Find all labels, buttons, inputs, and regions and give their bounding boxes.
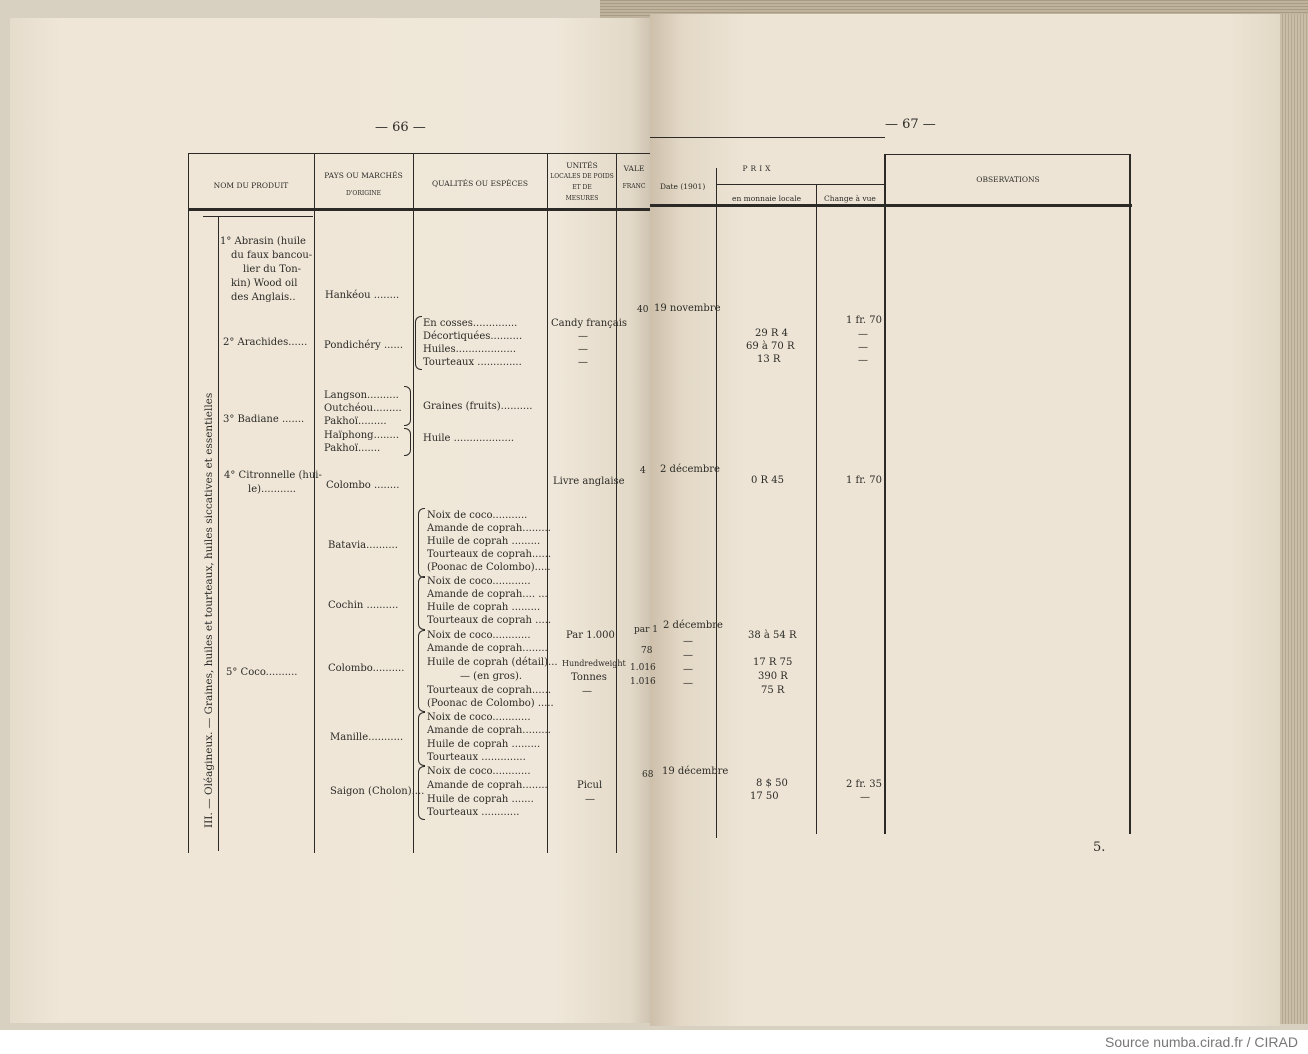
origin-haiphong: Haïphong........ bbox=[324, 430, 400, 441]
product-coco: 5° Coco.......... bbox=[226, 667, 298, 678]
unit-tonnes: Tonnes bbox=[571, 672, 607, 683]
quality-row: Tourteaux de coprah...... bbox=[427, 685, 552, 696]
value-2: 4 bbox=[640, 466, 646, 476]
source-credit: Source numba.cirad.fr / CIRAD bbox=[1105, 1034, 1298, 1050]
brace-batavia bbox=[418, 508, 425, 578]
unit-dash: — bbox=[578, 344, 588, 355]
change-2: 1 fr. 70 bbox=[846, 475, 883, 486]
date-1: 19 novembre bbox=[654, 303, 721, 314]
price-5: 38 à 54 R bbox=[748, 630, 797, 641]
quality-row: Noix de coco........... bbox=[427, 510, 528, 521]
date-dash: — bbox=[683, 664, 693, 675]
date-dash: — bbox=[683, 650, 693, 661]
value-6: 1.016 bbox=[630, 677, 656, 687]
left-page-number: — 66 — bbox=[375, 120, 426, 135]
header-unites-3: ET DE bbox=[572, 184, 592, 191]
col-divider-1 bbox=[314, 153, 315, 853]
brace-colombo bbox=[418, 630, 425, 712]
table-header-rule-left bbox=[188, 208, 650, 211]
header-change: Change à vue bbox=[824, 194, 876, 203]
date-4: 19 décembre bbox=[662, 766, 729, 777]
col-divider-7 bbox=[884, 154, 886, 834]
quality-row: Tourteaux de coprah...... bbox=[427, 549, 552, 560]
table-left-border bbox=[188, 153, 189, 853]
name-col-subrule bbox=[203, 216, 313, 217]
quality-row: Noix de coco............ bbox=[427, 712, 531, 723]
col-divider-5 bbox=[716, 168, 717, 838]
date-2: 2 décembre bbox=[660, 464, 720, 475]
quality-row: Huile de coprah ......... bbox=[427, 536, 541, 547]
price-1: 29 R 4 bbox=[755, 328, 788, 339]
change-dash: — bbox=[858, 329, 868, 340]
origin-pakhoi-2: Pakhoï....... bbox=[324, 443, 381, 454]
brace-manille bbox=[418, 712, 425, 766]
price-10: 17 50 bbox=[750, 791, 779, 802]
table-top-rule-left bbox=[188, 153, 650, 154]
brace-saigon bbox=[418, 766, 425, 820]
header-unites-1: UNITÉS bbox=[566, 161, 598, 170]
product-abrasin-5: des Anglais.. bbox=[231, 292, 296, 303]
quality-row: Huile de coprah ......... bbox=[427, 739, 541, 750]
brace-badiane-graines bbox=[404, 386, 411, 426]
unit-par-1000: Par 1.000 bbox=[566, 630, 615, 641]
quality-row: Huiles................... bbox=[423, 344, 517, 355]
origin-saigon: Saigon (Cholon).... bbox=[330, 786, 425, 797]
unit-hundredweight: Hundredweight bbox=[562, 659, 626, 668]
book-page-edges bbox=[1280, 14, 1308, 1024]
quality-row: Amande de coprah......... bbox=[427, 523, 551, 534]
quality-row: Graines (fruits).......... bbox=[423, 401, 533, 412]
col-divider-2 bbox=[413, 153, 414, 853]
origin-hankeou: Hankéou ........ bbox=[325, 290, 400, 301]
unit-dash: — bbox=[585, 794, 595, 805]
brace-badiane-huile bbox=[404, 428, 411, 456]
product-abrasin-4: kin) Wood oil bbox=[231, 278, 298, 289]
quality-row: — (en gros). bbox=[460, 671, 523, 682]
unit-picul: Picul bbox=[577, 780, 603, 791]
quality-row: Huile ................... bbox=[423, 433, 515, 444]
quality-row: Amande de coprah.... ... bbox=[427, 589, 548, 600]
table-right-border bbox=[1129, 154, 1131, 834]
change-3: 2 fr. 35 bbox=[846, 779, 883, 790]
header-date: Date (1901) bbox=[660, 182, 706, 191]
quality-row: (Poonac de Colombo)..... bbox=[427, 562, 551, 573]
price-8: 75 R bbox=[761, 685, 785, 696]
price-7: 390 R bbox=[758, 671, 788, 682]
origin-pakhoi-1: Pakhoï......... bbox=[324, 416, 387, 427]
origin-colombo-2: Colombo.......... bbox=[328, 663, 405, 674]
unit-dash: — bbox=[582, 686, 592, 697]
origin-outcheou: Outchéou......... bbox=[324, 403, 402, 414]
value-5: 1.016 bbox=[630, 663, 656, 673]
header-unites-4: MESURES bbox=[565, 195, 599, 202]
origin-langson: Langson.......... bbox=[324, 390, 399, 401]
price-6: 17 R 75 bbox=[753, 657, 793, 668]
product-citronnelle-1: 4° Citronnelle (hui- bbox=[224, 470, 322, 481]
unit-candy: Candy français bbox=[551, 318, 628, 329]
product-citronnelle-2: le)........... bbox=[248, 484, 296, 495]
quality-row: Huile de coprah (détail)... bbox=[427, 657, 558, 668]
value-1: 40 bbox=[637, 305, 649, 315]
quality-row: Huile de coprah ....... bbox=[427, 794, 534, 805]
header-valeur-2: FRANC bbox=[622, 183, 646, 190]
date-dash: — bbox=[683, 636, 693, 647]
quality-row: En cosses.............. bbox=[423, 318, 518, 329]
quality-row: (Poonac de Colombo) ..... bbox=[427, 698, 554, 709]
product-abrasin-2: du faux bancou- bbox=[231, 250, 313, 261]
section-title-vertical bbox=[203, 228, 215, 828]
value-7: 68 bbox=[642, 770, 654, 780]
quality-row: Amande de coprah........ bbox=[427, 643, 548, 654]
quality-row: Tourteaux .............. bbox=[423, 357, 522, 368]
header-pays-2: D'ORIGINE bbox=[345, 190, 382, 197]
col-divider-4 bbox=[616, 153, 617, 853]
change-1: 1 fr. 70 bbox=[846, 315, 883, 326]
header-pays-1: PAYS OU MARCHÉS bbox=[324, 171, 403, 180]
date-dash: — bbox=[683, 678, 693, 689]
price-4: 0 R 45 bbox=[751, 475, 784, 486]
quality-row: Noix de coco............ bbox=[427, 630, 531, 641]
origin-pondichery: Pondichéry ...... bbox=[324, 340, 404, 351]
right-footer-number: 5. bbox=[1093, 840, 1106, 855]
date-3: 2 décembre bbox=[663, 620, 723, 631]
quality-row: Amande de coprah......... bbox=[427, 725, 551, 736]
origin-batavia: Batavia.......... bbox=[328, 540, 398, 551]
table-top-rule-right bbox=[650, 137, 885, 138]
quality-row: Tourteaux ............ bbox=[427, 807, 520, 818]
value-4: 78 bbox=[641, 646, 653, 656]
unit-dash: — bbox=[578, 357, 588, 368]
product-arachides: 2° Arachides...... bbox=[223, 337, 308, 348]
change-dash: — bbox=[858, 355, 868, 366]
quality-row: Décortiquées.......... bbox=[423, 331, 523, 342]
unit-dash: — bbox=[578, 331, 588, 342]
header-valeur-1: VALE bbox=[623, 164, 645, 173]
header-unites-2: LOCALES DE POIDS bbox=[550, 173, 614, 180]
table-header-rule-right bbox=[650, 204, 1132, 207]
quality-row: Noix de coco............ bbox=[427, 576, 531, 587]
value-3: par 1 bbox=[634, 625, 659, 635]
price-2: 69 à 70 R bbox=[746, 341, 795, 352]
col-divider-3 bbox=[547, 153, 548, 853]
section-col-divider bbox=[218, 216, 219, 851]
quality-row: Tourteaux .............. bbox=[427, 752, 526, 763]
table-top-rule-obs bbox=[885, 154, 1130, 155]
col-divider-6 bbox=[816, 184, 817, 834]
brace-arachides bbox=[415, 316, 422, 370]
product-abrasin-3: lier du Ton- bbox=[243, 264, 302, 275]
header-qualites: QUALITÉS OU ESPÈCES bbox=[432, 179, 528, 188]
product-badiane: 3° Badiane ....... bbox=[223, 414, 305, 425]
header-observations: OBSERVATIONS bbox=[976, 175, 1040, 184]
header-prix: PRIX bbox=[742, 164, 774, 173]
origin-cochin: Cochin .......... bbox=[328, 600, 399, 611]
unit-livre: Livre anglaise bbox=[553, 476, 625, 487]
price-9: 8 $ 50 bbox=[756, 778, 788, 789]
product-abrasin-1: 1° Abrasin (huile bbox=[220, 236, 306, 247]
quality-row: Tourteaux de coprah ..... bbox=[427, 615, 552, 626]
section-title-text: III. — Oléagineux. — Graines, huiles et tourteaux, huiles siccatives et essentielles bbox=[203, 392, 215, 828]
origin-manille: Manille........... bbox=[330, 732, 404, 743]
origin-colombo-1: Colombo ........ bbox=[326, 480, 400, 491]
brace-cochin bbox=[418, 576, 425, 630]
change-dash: — bbox=[860, 792, 870, 803]
price-3: 13 R bbox=[757, 354, 781, 365]
quality-row: Noix de coco............ bbox=[427, 766, 531, 777]
header-nom-produit: NOM DU PRODUIT bbox=[213, 181, 289, 190]
quality-row: Amande de coprah........ bbox=[427, 780, 548, 791]
prix-subrule bbox=[716, 184, 886, 185]
change-dash: — bbox=[858, 342, 868, 353]
right-page-number: — 67 — bbox=[885, 117, 936, 132]
quality-row: Huile de coprah ......... bbox=[427, 602, 541, 613]
header-monnaie: en monnaie locale bbox=[732, 194, 802, 203]
